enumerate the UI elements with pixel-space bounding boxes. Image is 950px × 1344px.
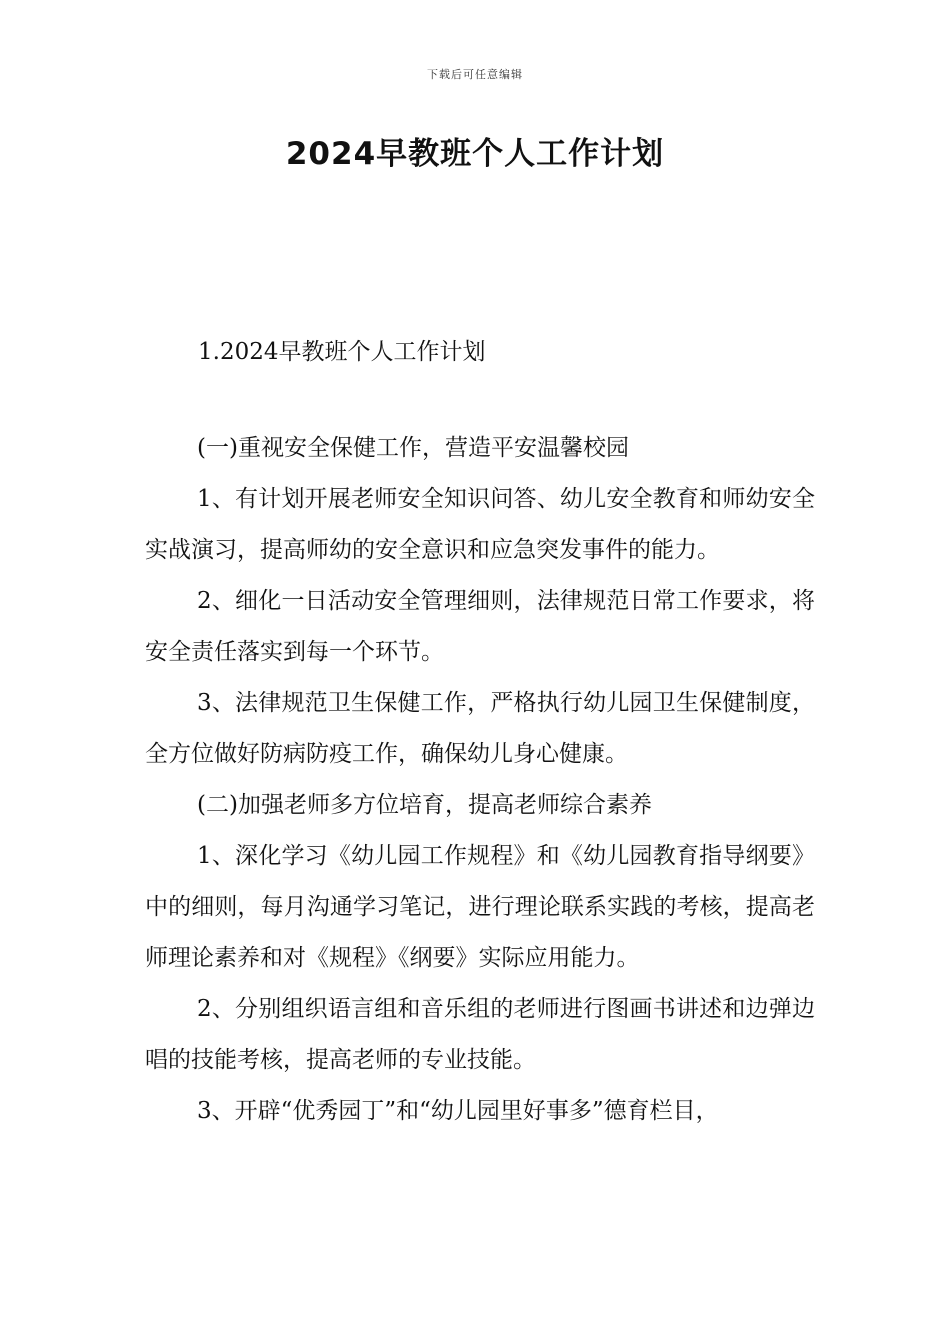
subsection-heading-teacher-training: (二)加强老师多方位培育，提高老师综合素养 — [197, 792, 652, 818]
header-note: 下载后可任意编辑 — [427, 68, 523, 81]
section-heading: 1.2024早教班个人工作计划 — [198, 339, 486, 365]
document-title: 2024早教班个人工作计划 — [285, 136, 665, 172]
paragraph: 3、法律规范卫生保健工作，严格执行幼儿园卫生保健制度，全方位做好防病防疫工作，确保幼儿身心健康。 — [145, 690, 815, 767]
paragraph: 1、深化学习《幼儿园工作规程》和《幼儿园教育指导纲要》中的细则，每月沟通学习笔记，进行理论联系实践的考核，提高老师理论素养和对《规程》《纲要》实际应用能力。 — [145, 843, 815, 971]
paragraph: 2、分别组织语言组和音乐组的老师进行图画书讲述和边弹边唱的技能考核，提高老师的专业技能。 — [145, 996, 815, 1073]
paragraph: 2、细化一日活动安全管理细则，法律规范日常工作要求，将安全责任落实到每一个环节。 — [145, 588, 815, 665]
paragraph: 3、开辟“优秀园丁”和“幼儿园里好事多”德育栏目， — [197, 1098, 719, 1124]
paragraph: 1、有计划开展老师安全知识问答、幼儿安全教育和师幼安全实战演习，提高师幼的安全意识和应急突发事件的能力。 — [145, 486, 815, 563]
document-body — [145, 423, 815, 1137]
subsection-heading-safety: (一)重视安全保健工作，营造平安温馨校园 — [197, 435, 629, 461]
